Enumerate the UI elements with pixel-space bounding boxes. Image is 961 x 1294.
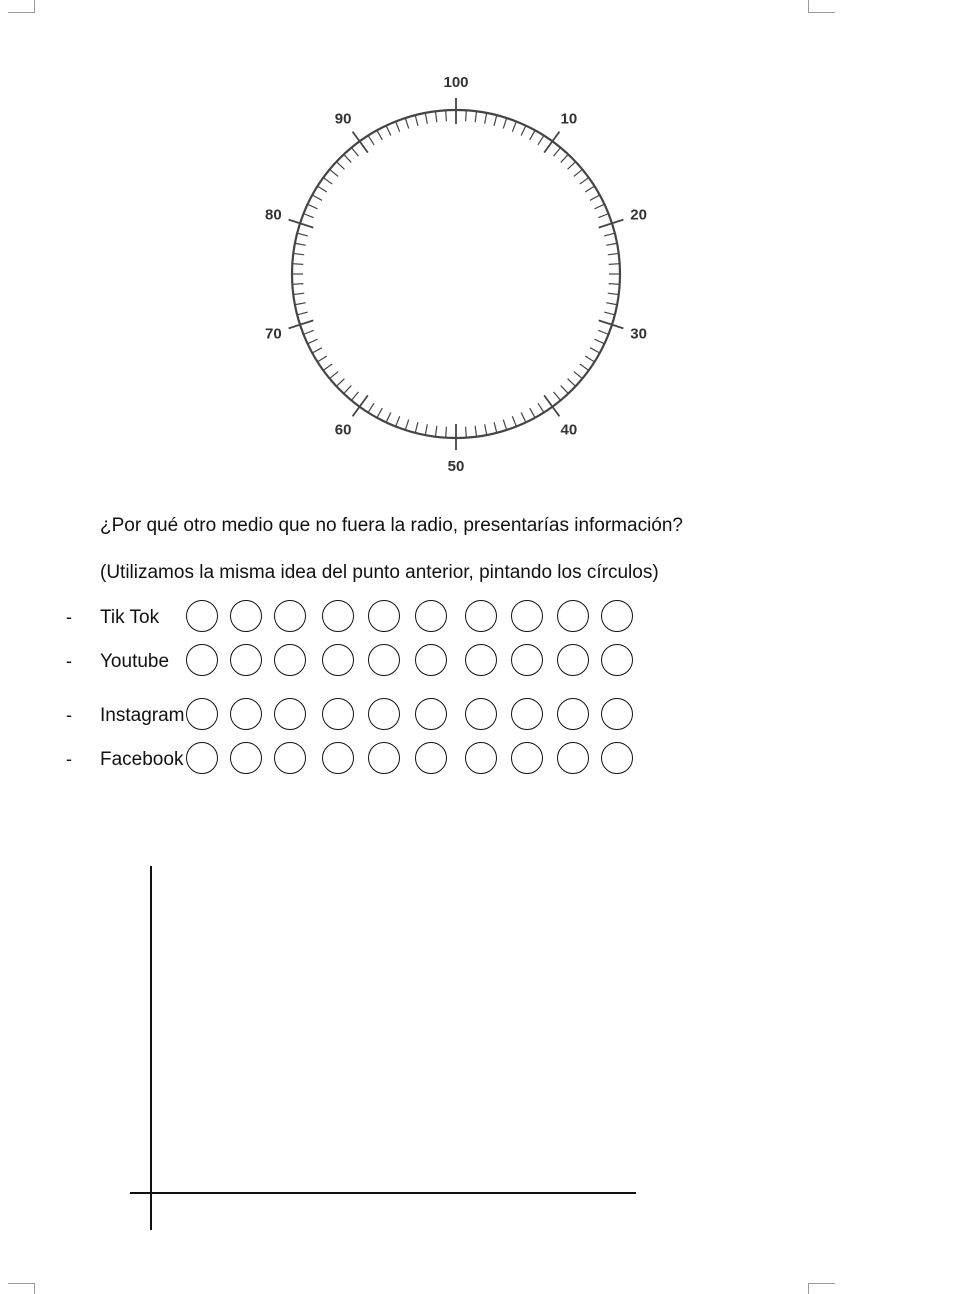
dial-minor-tick [405, 118, 408, 128]
dial-minor-tick [295, 303, 306, 305]
rating-circle-2[interactable] [230, 698, 262, 730]
rating-circle-1[interactable] [186, 644, 218, 676]
dial-minor-tick [304, 330, 314, 334]
dial-minor-tick [396, 416, 400, 426]
dial-minor-tick [336, 162, 344, 170]
dial-minor-tick [318, 356, 327, 362]
dial-minor-tick [293, 253, 304, 254]
dial-minor-tick [425, 113, 427, 124]
option-row-tiktok [0, 598, 700, 638]
dial-minor-tick [323, 178, 332, 184]
dial-minor-tick [585, 356, 594, 362]
dial-minor-tick [574, 372, 582, 379]
dial-minor-tick [415, 115, 418, 126]
blank-graph-axes [128, 864, 638, 1232]
rating-circle-3[interactable] [274, 600, 306, 632]
option-label-facebook: Facebook [100, 749, 184, 770]
dial-major-tick [353, 132, 368, 153]
dial-minor-tick [521, 412, 526, 422]
dial-minor-tick [312, 195, 322, 200]
dial-minor-tick [561, 386, 569, 394]
dial-minor-tick [598, 214, 608, 218]
question-text: ¿Por qué otro medio que no fuera la radio, presentarías información? [100, 515, 683, 536]
dial-ring [292, 110, 620, 438]
dial-minor-tick [604, 312, 615, 315]
dial-minor-tick [503, 118, 506, 128]
dial-minor-tick [297, 312, 308, 315]
rating-circle-6[interactable] [415, 644, 447, 676]
rating-circle-4[interactable] [322, 600, 354, 632]
rating-circle-1[interactable] [186, 698, 218, 730]
dial-minor-tick [368, 136, 374, 145]
rating-circle-1[interactable] [186, 742, 218, 774]
dial-label-50: 50 [447, 458, 465, 475]
rating-circle-7[interactable] [465, 600, 497, 632]
dial-minor-tick [435, 111, 436, 122]
dial-label-30: 30 [630, 325, 647, 343]
dial-minor-tick [503, 420, 506, 430]
dial-label-20: 20 [630, 206, 647, 224]
rating-circle-2[interactable] [230, 600, 262, 632]
dial-minor-tick [446, 110, 447, 121]
rating-circle-6[interactable] [415, 742, 447, 774]
dial-major-tick [353, 395, 368, 416]
crop-mark-top-left [8, 0, 35, 13]
crop-mark-bottom-right [808, 1283, 835, 1294]
rating-circle-8[interactable] [511, 600, 543, 632]
option-label-tiktok: Tik Tok [100, 607, 160, 628]
dial-minor-tick [530, 130, 535, 140]
rating-circle-6[interactable] [415, 698, 447, 730]
dial-minor-tick [318, 186, 327, 192]
dial-minor-tick [308, 339, 318, 344]
dial-minor-tick [608, 293, 619, 294]
dial-minor-tick [485, 424, 487, 435]
rating-circle-7[interactable] [465, 644, 497, 676]
dial-minor-tick [521, 126, 526, 136]
dial-minor-tick [561, 154, 569, 162]
dial-minor-tick [608, 253, 619, 254]
rating-circle-10[interactable] [601, 698, 633, 730]
percentage-dial [250, 72, 670, 482]
dial-minor-tick [554, 148, 561, 156]
dial-minor-tick [330, 372, 338, 379]
crop-mark-top-right [808, 0, 835, 13]
dial-minor-tick [466, 110, 467, 121]
dial-label-100: 100 [443, 74, 469, 91]
dial-minor-tick [574, 169, 582, 176]
dial-minor-tick [606, 243, 617, 245]
dial-label-70: 70 [265, 325, 282, 343]
dial-label-80: 80 [265, 206, 282, 224]
dial-minor-tick [297, 233, 308, 236]
rating-circle-8[interactable] [511, 698, 543, 730]
dial-label-60: 60 [334, 421, 352, 439]
rating-circle-5[interactable] [368, 698, 400, 730]
dial-minor-tick [554, 392, 561, 400]
rating-circle-2[interactable] [230, 742, 262, 774]
rating-circle-2[interactable] [230, 644, 262, 676]
dial-labels [265, 74, 647, 475]
dial-minor-tick [512, 416, 516, 426]
list-bullet: - [66, 651, 72, 671]
dial-label-10: 10 [560, 110, 578, 128]
rating-circle-4[interactable] [322, 698, 354, 730]
dial-ticks [289, 98, 624, 450]
dial-minor-tick [446, 427, 447, 438]
rating-circle-10[interactable] [601, 600, 633, 632]
instruction-text: (Utilizamos la misma idea del punto anterior, pintando los círculos) [100, 562, 659, 583]
dial-minor-tick [308, 204, 318, 209]
dial-minor-tick [494, 422, 497, 433]
dial-minor-tick [405, 420, 408, 430]
dial-label-40: 40 [560, 421, 578, 439]
dial-minor-tick [312, 348, 322, 353]
option-label-youtube: Youtube [100, 651, 170, 672]
rating-circle-6[interactable] [415, 600, 447, 632]
dial-minor-tick [606, 303, 617, 305]
dial-minor-tick [368, 403, 374, 412]
list-bullet: - [66, 749, 72, 769]
dial-minor-tick [344, 386, 352, 394]
rating-circle-9[interactable] [557, 644, 589, 676]
dial-minor-tick [336, 379, 344, 387]
rating-circle-5[interactable] [368, 742, 400, 774]
crop-mark-bottom-left [8, 1283, 35, 1294]
rating-circle-4[interactable] [322, 644, 354, 676]
rating-circle-7[interactable] [465, 698, 497, 730]
rating-circle-5[interactable] [368, 644, 400, 676]
dial-minor-tick [594, 339, 604, 344]
dial-major-tick [544, 395, 559, 416]
dial-minor-tick [323, 364, 332, 370]
rating-circle-4[interactable] [322, 742, 354, 774]
dial-minor-tick [580, 364, 589, 370]
dial-minor-tick [568, 162, 576, 170]
dial-label-90: 90 [334, 110, 352, 128]
dial-minor-tick [386, 412, 391, 422]
dial-minor-tick [295, 243, 306, 245]
dial-minor-tick [590, 195, 600, 200]
rating-circle-9[interactable] [557, 742, 589, 774]
dial-minor-tick [485, 113, 487, 124]
dial-minor-tick [580, 178, 589, 184]
dial-minor-tick [377, 408, 382, 418]
rating-circle-8[interactable] [511, 742, 543, 774]
list-bullet: - [66, 607, 72, 627]
dial-minor-tick [293, 293, 304, 294]
dial-minor-tick [475, 111, 476, 122]
dial-minor-tick [386, 126, 391, 136]
dial-minor-tick [415, 422, 418, 433]
rating-circle-10[interactable] [601, 644, 633, 676]
option-label-instagram: Instagram [100, 705, 185, 726]
dial-minor-tick [377, 130, 382, 140]
rating-circle-3[interactable] [274, 698, 306, 730]
dial-minor-tick [609, 284, 620, 285]
dial-minor-tick [475, 426, 476, 437]
dial-minor-tick [466, 427, 467, 438]
dial-minor-tick [351, 392, 358, 400]
dial-minor-tick [330, 169, 338, 176]
dial-minor-tick [351, 148, 358, 156]
dial-minor-tick [292, 284, 303, 285]
dial-minor-tick [425, 424, 427, 435]
option-row-instagram [0, 696, 700, 736]
dial-major-tick [544, 132, 559, 153]
rating-circle-3[interactable] [274, 742, 306, 774]
dial-minor-tick [598, 330, 608, 334]
rating-circle-9[interactable] [557, 698, 589, 730]
dial-minor-tick [609, 264, 620, 265]
dial-minor-tick [568, 379, 576, 387]
rating-circle-1[interactable] [186, 600, 218, 632]
option-row-facebook [0, 740, 700, 780]
option-row-youtube [0, 642, 700, 682]
dial-minor-tick [512, 122, 516, 132]
dial-minor-tick [590, 348, 600, 353]
dial-minor-tick [530, 408, 535, 418]
dial-minor-tick [396, 122, 400, 132]
rating-circle-8[interactable] [511, 644, 543, 676]
dial-minor-tick [494, 115, 497, 126]
dial-minor-tick [538, 403, 544, 412]
rating-circle-9[interactable] [557, 600, 589, 632]
rating-circle-7[interactable] [465, 742, 497, 774]
dial-minor-tick [344, 154, 352, 162]
dial-minor-tick [292, 264, 303, 265]
dial-minor-tick [585, 186, 594, 192]
rating-circle-10[interactable] [601, 742, 633, 774]
dial-minor-tick [604, 233, 615, 236]
dial-minor-tick [538, 136, 544, 145]
dial-minor-tick [594, 204, 604, 209]
list-bullet: - [66, 705, 72, 725]
rating-circle-3[interactable] [274, 644, 306, 676]
dial-minor-tick [435, 426, 436, 437]
rating-circle-5[interactable] [368, 600, 400, 632]
dial-minor-tick [304, 214, 314, 218]
